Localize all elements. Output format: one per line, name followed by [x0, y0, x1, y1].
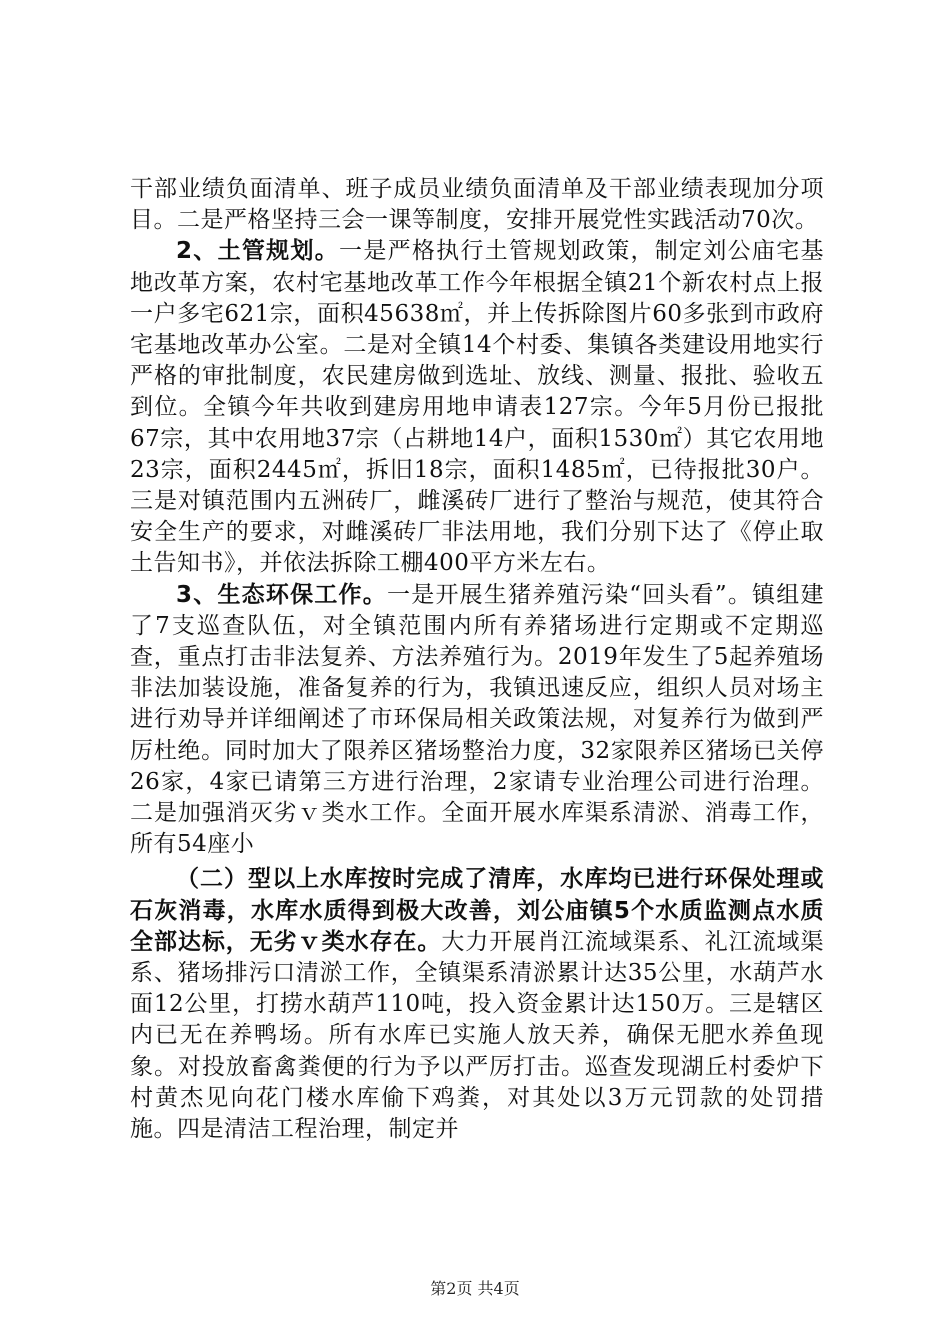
paragraph-text: 干部业绩负面清单、班子成员业绩负面清单及干部业绩表现加分项目。二是严格坚持三会一课等制度，安排开展党性实践活动70次。 [130, 176, 824, 234]
paragraph-text: 一是开展生猪养殖污染“回头看”。镇组建了7支巡查队伍，对全镇范围内所有养猪场进行定期或不定期巡查，重点打击非法复养、方法养殖行为。2019年发生了5起养殖场非法加装设施，准备复养的行为，我镇迅速反应，组织人员对场主进行劝导并详细阐述了市环保局相关政策法规，对复养行为做到严厉杜绝。同时加大了限养区猪场整治力度，32家限养区猪场已关停26家，4家已请第三方进行治理，2家请专业治理公司进行治理。二是加强消灭劣ｖ类水工作。全面开展水库渠系清淤、消毒工作，所有54座小 [130, 581, 824, 858]
page-footer [0, 1276, 950, 1299]
paragraph-reservoir [130, 864, 824, 1145]
paragraph-text: 一是严格执行土管规划政策，制定刘公庙宅基地改革方案，农村宅基地改革工作今年根据全镇21个新农村点上报一户多宅621宗，面积45638㎡，并上传拆除图片60多张到市政府宅基地改革办公室。二是对全镇14个村委、集镇各类建设用地实行严格的审批制度，农民建房做到选址、放线、测量、报批、验收五到位。全镇今年共收到建房用地申请表127宗。今年5月份已报批67宗，其中农用地37宗（占耕地14户，面积1530㎡）其它农用地23宗，面积2445㎡，拆旧18宗，面积1485㎡，已待报批30户。三是对镇范围内五洲砖厂，雌溪砖厂进行了整治与规范，使其符合安全生产的要求，对雌溪砖厂非法用地，我们分别下达了《停止取土告知书》，并依法拆除工棚400平方米左右。 [130, 238, 825, 577]
page-number: 第2页 共4页 [430, 1279, 520, 1298]
paragraph-land-planning [130, 236, 824, 579]
document-body [130, 174, 824, 1145]
section-heading-eco-protection: 3、生态环保工作。 [176, 581, 387, 608]
paragraph-eco-protection [130, 580, 824, 861]
paragraph-text: 大力开展肖江流域渠系、礼江流域渠系、猪场排污口清淤工作，全镇渠系清淤累计达35公里，水葫芦水面12公里，打捞水葫芦110吨，投入资金累计达150万。三是辖区内已无在养鸭场。所有水库已实施人放天养，确保无肥水养鱼现象。对投放畜禽粪便的行为予以严厉打击。巡查发现湖丘村委炉下村黄杰见向花门楼水库偷下鸡粪，对其处以3万元罚款的处罚措施。四是清洁工程治理，制定并 [130, 928, 825, 1143]
paragraph-bold-lead: （二）型以上水库按时完成了清库，水库均已进行环保处理或石灰消毒，水库水质得到极大改善，刘公庙镇5个水质监测点水质全部达标，无劣ｖ类水存在。 [130, 866, 824, 955]
paragraph-continuation [130, 174, 824, 236]
section-heading-land-planning: 2、土管规划。 [176, 238, 340, 265]
